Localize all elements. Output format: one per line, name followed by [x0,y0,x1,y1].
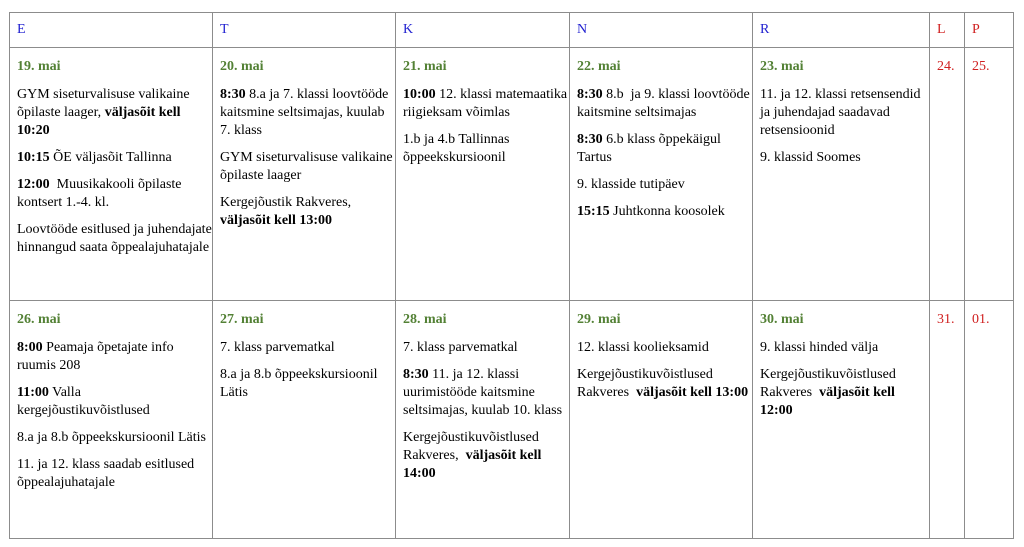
weekend-date: 01. [972,312,990,327]
day-cell [570,48,753,301]
event-text-post: 6.b klass õppekäigul Tartus [577,132,725,165]
event-text-post: 8.a ja 7. klassi loovtööde kaitsmine seltsimajas, kuulab 7. klass [220,87,392,138]
event-text-pre: 7. klass parvematkal [403,340,518,355]
calendar-event [403,131,569,167]
calendar-event [403,339,569,357]
day-date: 22. mai [577,59,621,74]
weekday-header-row [10,13,1014,48]
event-text-bold: väljasõit kell 10:20 [17,105,185,138]
calendar-event [17,456,212,492]
event-text-bold: 12:00 [17,177,50,192]
event-text-post: ÕE väljasõit Tallinna [49,150,172,165]
event-text-pre: GYM siseturvalisuse valikaine õpilaste laager [220,150,397,183]
calendar-event [17,429,212,447]
calendar-event [220,366,395,402]
event-text-bold: väljasõit kell 14:00 [403,448,545,481]
day-date: 20. mai [220,59,264,74]
calendar-event [760,366,929,420]
calendar-event [17,176,212,212]
event-text-post: 8.b ja 9. klassi loovtööde kaitsmine seltsimajas [577,87,754,120]
event-text-pre: 9. klassi hinded välja [760,340,879,355]
event-text-pre: 7. klass parvematkal [220,340,335,355]
weekend-date: 31. [937,312,955,327]
calendar-event [577,176,752,194]
event-text-pre: 11. ja 12. klassi retsensendid ja juhendajad saadavad retsensioonid [760,87,924,138]
event-text-bold: 8:30 [577,132,603,147]
event-text-bold: 10:00 [403,87,436,102]
day-cell [10,301,213,539]
calendar-event [760,339,929,357]
event-text-pre: Kergejõustikuvõistlused Rakveres [760,367,900,400]
calendar-event [760,86,929,140]
event-text-pre: 12. klassi koolieksamid [577,340,709,355]
calendar-event [577,131,752,167]
day-date: 26. mai [17,312,61,327]
event-text-post: Juhtkonna koosolek [609,204,725,219]
event-text-bold: väljasõit kell 13:00 [220,213,332,228]
day-cell [213,301,396,539]
day-cell [396,48,570,301]
calendar-event [17,86,212,140]
calendar-event [577,366,752,402]
event-text-bold: väljasõit kell 13:00 [636,385,749,400]
day-cell [396,301,570,539]
calendar-event [220,149,395,185]
event-text-post: 11. ja 12. klassi uurimistööde kaitsmine seltsimajas, kuulab 10. klass [403,367,563,418]
day-cell [753,301,930,539]
event-text-pre: Kergejõustikuvõistlused Rakveres, [403,430,543,463]
event-text-bold: 8:30 [577,87,603,102]
header-monday: E [10,13,213,48]
calendar-event [403,366,569,420]
day-date: 23. mai [760,59,804,74]
event-text-bold: 10:15 [17,150,50,165]
weekend-date: 24. [937,59,955,74]
weekend-cell [930,301,965,539]
day-cell [570,301,753,539]
calendar-event [220,339,395,357]
event-text-pre: Kergejõustik Rakveres, [220,195,355,210]
event-text-pre: 8.a ja 8.b õppeekskursioonil Lätis [220,367,381,400]
event-text-bold: 15:15 [577,204,610,219]
event-text-bold: 11:00 [17,385,49,400]
event-text-post: Muusikakooli õpilaste kontsert 1.-4. kl. [17,177,185,210]
day-date: 29. mai [577,312,621,327]
weekend-cell [965,301,1014,539]
header-saturday: L [930,13,965,48]
header-wednesday: K [396,13,570,48]
day-date: 19. mai [17,59,61,74]
event-text-pre: Loovtööde esitlused ja juhendajate hinnangud saata õppealajuhatajale [17,222,216,255]
calendar-event [17,384,212,420]
calendar-event [403,86,569,122]
event-text-pre: 11. ja 12. klass saadab esitlused õppealajuhatajale [17,457,198,490]
event-text-bold: 8:30 [403,367,429,382]
calendar-event [403,429,569,483]
calendar-event [17,221,216,257]
event-text-bold: väljasõit kell 12:00 [760,385,899,418]
weekend-cell [930,48,965,301]
calendar-event [17,339,212,375]
calendar-event [577,339,752,357]
day-cell [753,48,930,301]
calendar-event [760,149,929,167]
weekend-cell [965,48,1014,301]
event-text-bold: 8:30 [220,87,246,102]
event-text-bold: 8:00 [17,340,43,355]
weekend-date: 25. [972,59,990,74]
day-date: 28. mai [403,312,447,327]
day-cell [10,48,216,301]
week-row-1 [10,48,1014,301]
header-tuesday: T [213,13,396,48]
calendar-event [577,203,752,221]
header-friday: R [753,13,930,48]
week-row-2 [10,301,1014,539]
header-sunday: P [965,13,1014,48]
day-cell [213,48,396,301]
header-thursday: N [570,13,753,48]
event-text-pre: 1.b ja 4.b Tallinnas õppeekskursioonil [403,132,513,165]
day-date: 30. mai [760,312,804,327]
calendar-event [577,86,752,122]
event-text-pre: GYM siseturvalisuse valikaine õpilaste laager, [17,87,194,120]
event-text-post: 12. klassi matemaatika riigieksam võimlas [403,87,571,120]
event-text-pre: 8.a ja 8.b õppeekskursioonil Lätis [17,430,206,445]
event-text-post: Peamaja õpetajate info ruumis 208 [17,340,178,373]
event-text-post: Valla kergejõustikuvõistlused [17,385,150,418]
event-text-pre: Kergejõustikuvõistlused Rakveres [577,367,717,400]
event-text-pre: 9. klassid Soomes [760,150,861,165]
event-text-pre: 9. klasside tutipäev [577,177,685,192]
calendar-event [220,86,395,140]
day-date: 21. mai [403,59,447,74]
calendar-event [17,149,212,167]
day-date: 27. mai [220,312,264,327]
weekly-calendar-table [9,12,1014,539]
calendar-event [220,194,395,230]
